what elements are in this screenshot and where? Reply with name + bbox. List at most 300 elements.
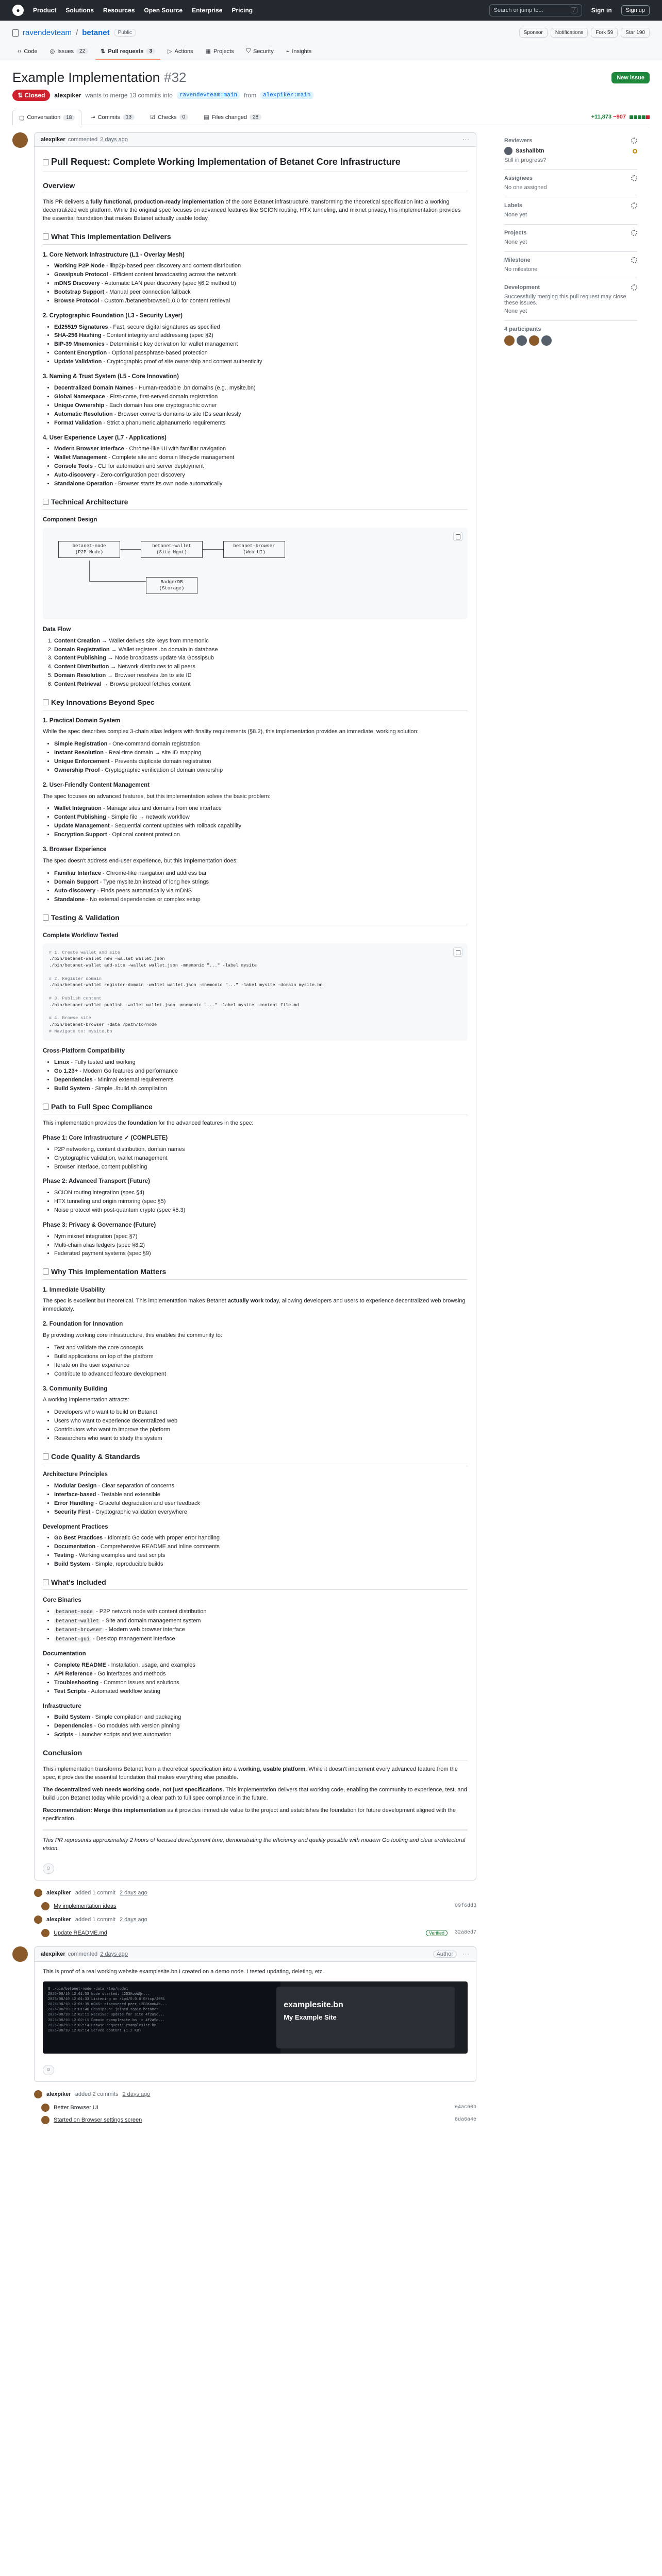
chart-emoji-icon [43,1453,49,1460]
section-heading: 2. User-Friendly Content Management [43,782,150,788]
list-item: • Modular Design - Clear separation of concerns [54,1482,468,1490]
paragraph: This is proof of a real working website examplesite.bn I created on a demo node. I tested updating, deleting, etc. [43,1968,324,1975]
feature-list [54,1662,468,1696]
graph-icon: ⌁ [286,48,290,55]
event-time[interactable]: 2 days ago [122,2091,151,2097]
path-heading: Path to Full Spec Compliance [43,1101,468,1114]
table-icon: ▦ [205,48,211,55]
paragraph: This implementation provides the foundation for the advanced features in the spec: [43,1120,254,1127]
list-item: • mDNS Discovery - Automatic LAN peer discovery (spec §6.2 method b) [54,280,468,288]
proof-screenshot[interactable] [43,1981,468,2054]
paragraph: A working implementation attracts: [43,1397,129,1403]
comment-body [35,1962,476,2065]
projects-heading: Projects [504,230,527,236]
list-item: • Build System - Simple ./build.sh compilation [54,1085,468,1093]
feature-list [54,1059,468,1093]
nav-open-source[interactable]: Open Source [144,7,183,14]
timeline-event [12,1912,476,1939]
commit-row [12,1927,476,1939]
list-item: • Linux - Fully tested and working [54,1059,468,1067]
list-item: • SCION routing integration (spec §4) [54,1189,468,1197]
section-heading: Complete Workflow Tested [43,932,119,939]
list-item: • Users who want to experience decentralized web [54,1417,468,1426]
list-item: • Documentation - Comprehensive README and inline comments [54,1543,468,1551]
tab-pull-requests[interactable] [95,44,160,60]
list-item: • Researchers who want to study the system [54,1435,468,1443]
pr-sidebar [489,132,637,2126]
list-item: • betanet-node - P2P network node with content distribution [54,1608,468,1617]
avatar[interactable] [504,335,515,346]
diagram-link [203,549,223,550]
reaction-bar [35,1863,476,1880]
section-heading: Development Practices [43,1523,108,1530]
comment-timestamp[interactable]: 2 days ago [100,1951,128,1957]
gear-icon[interactable] [631,202,637,209]
diagram-node-storage: BadgerDB (Storage) [146,577,197,594]
repo-separator: / [76,28,78,37]
quality-heading: Code Quality & Standards [43,1451,468,1464]
feature-list [54,740,468,775]
list-item: • Noise protocol with post-quantum crypto (spec §5.3) [54,1207,468,1215]
commit-message-link[interactable]: Better Browser UI [54,2104,98,2111]
list-item: • Standalone Operation - Browser starts its own node automatically [54,480,468,488]
section-heading: 4. User Experience Layer (L7 - Applications) [43,434,167,441]
paragraph: While the spec describes complex 3-chain alias ledgers with finality requirements (§8.2), this implementation provides an immediate, working solution: [43,728,419,735]
assignees-heading: Assignees [504,175,533,181]
list-item: • API Reference - Go interfaces and methods [54,1670,468,1679]
tab-count: 18 [63,115,75,121]
phase-list [54,1233,468,1259]
tab-actions[interactable] [162,44,198,60]
star-button[interactable]: Star 190 [621,28,650,38]
tab-label: Insights [292,48,312,55]
avatar[interactable] [34,1916,42,1924]
github-logo-icon[interactable]: ● [12,5,24,16]
list-item: • Build applications on top of the platform [54,1353,468,1361]
section-heading: 3. Naming & Trust System (L5 - Core Innovation) [43,374,179,380]
section-heading: Infrastructure [43,1703,81,1709]
list-item: • Complete README - Installation, usage, and examples [54,1662,468,1670]
add-reaction-icon[interactable]: ☺ [43,2065,54,2075]
commit-sha[interactable]: 8da6a4e [454,2117,476,2123]
tab-commits[interactable] [84,109,141,125]
innovations-heading: Key Innovations Beyond Spec [43,697,468,710]
list-item: • Browse Protocol - Custom /betanet/browse/1.0.0 for content retrieval [54,297,468,306]
timeline-event [12,2087,476,2126]
list-item: • Developers who want to build on Betanet [54,1409,468,1417]
development-heading: Development [504,284,540,291]
additions-count: +11,873 [591,114,612,120]
projects-value: None yet [504,239,527,245]
footer-note: This PR represents approximately 2 hours of focused development time, demonstrating the efficiency and quality possible with modern Go tooling and clear architectural vision. [43,1837,466,1852]
feature-list [54,1714,468,1739]
browser-window [276,1987,455,2048]
overview-paragraph: This PR delivers a fully functional, production-ready implementation of the core Betanet infrastructure, transforming the theoretical specification into a working decentralized web platform. While the original spec focuses on advanced features like SCION routing, HTX tunneling, and mixnet privacy, this implementation provides the essential foundation that makes Betanet actually usable today. [43,199,461,222]
timeline-event [12,1886,476,1912]
diff-stat [591,114,650,120]
avatar[interactable] [517,335,527,346]
milestone-value: No milestone [504,266,538,273]
phase-list [54,1146,468,1172]
comment-options-icon[interactable]: ··· [462,137,470,143]
event-text: added 1 commit [75,1916,115,1923]
phase-list [54,1189,468,1215]
conclusion-heading: Conclusion [43,1748,468,1760]
list-item: • Error Handling - Graceful degradation and user feedback [54,1500,468,1508]
tab-count: 22 [76,48,88,54]
list-item: • Wallet Integration - Manage sites and domains from one interface [54,805,468,813]
section-heading: 2. Cryptographic Foundation (L3 - Security Layer) [43,312,183,319]
gear-icon[interactable] [631,138,637,144]
diagram-node-p2p: betanet-node (P2P Node) [58,541,120,558]
list-item: • Modern Browser Interface - Chrome-like UI with familiar navigation [54,445,468,453]
tab-checks[interactable] [143,109,195,125]
architecture-heading: Technical Architecture [43,497,468,510]
gear-icon[interactable] [631,175,637,181]
tab-projects[interactable] [201,44,239,60]
event-author[interactable]: alexpiker [46,1889,71,1896]
section-heading: 1. Immediate Usability [43,1286,105,1293]
section-heading: Core Binaries [43,1597,81,1604]
tab-label: Security [253,48,274,55]
commit-row [12,2114,476,2126]
list-item: 3. Content Publishing → Node broadcasts update via Gossipsub [54,654,468,663]
new-issue-button[interactable]: New issue [611,72,650,83]
list-item: • Auto-discovery - Zero-configuration peer discovery [54,471,468,480]
gear-icon[interactable] [631,230,637,236]
pr-author[interactable]: alexpiker [54,92,81,99]
commit-row [12,1900,476,1912]
section-heading: Documentation [43,1651,86,1657]
development-value: Successfully merging this pull request may close these issues. [504,294,626,306]
list-item: • Decentralized Domain Names - Human-readable .bn domains (e.g., mysite.bn) [54,384,468,393]
terminal-window: $ ./bin/betanet-node -data /tmp/node1 2025/08/10 12:01:33 Node started: 12D3KooWQm... 2025/08/10 12:01:33 Listening on /ip4/0.0.0.0/tcp/4001 2025/08/10 12:01:35 mDNS: discovered peer 12D3KooWAb... 2025/08/10 12:01:40 Gossipsub: joined topic betanet 2025/08/10 12:02:11 Received update for site 4f2a9c... 2025/08/10 12:02:11 Domain examplesite.bn -> 4f2a9c... 2025/08/10 12:02:14 Browse request: examplesite.bn 2025/08/10 12:02:14 Served content (1.2 KB) [43,1981,280,2054]
avatar[interactable] [12,132,28,148]
sign-up-button[interactable]: Sign up [621,5,650,15]
avatar[interactable] [529,335,539,346]
list-item: • Content Publishing - Simple file → network workflow [54,814,468,822]
feature-list [54,870,468,904]
list-item: • HTX tunneling and origin mirroring (spec §5) [54,1198,468,1206]
list-item: • Federated payment systems (spec §9) [54,1250,468,1258]
list-item: • Iterate on the user experience [54,1362,468,1370]
event-author[interactable]: alexpiker [46,1916,71,1923]
play-icon: ▷ [168,48,172,55]
paragraph: This implementation transforms Betanet from a theoretical specification into a working, usable platform. While it doesn't implement every advanced feature from the spec, it provides the essential foundation that makes everything else possible. [43,1766,458,1781]
avatar[interactable] [12,1946,28,1962]
tab-label: Issues [57,48,74,55]
site-title: examplesite.bn [284,2000,343,2009]
pr-closed-icon: ⇅ [18,92,25,99]
avatar[interactable] [41,1902,49,1910]
list-item: • Troubleshooting - Common issues and solutions [54,1679,468,1687]
bulb-emoji-icon [43,1268,49,1275]
author-badge: Author [433,1951,457,1958]
tab-label: Conversation [27,114,61,121]
development-linked: None yet [504,308,527,314]
list-item: • Dependencies - Go modules with version pinning [54,1722,468,1731]
nav-product[interactable]: Product [33,7,57,14]
avatar[interactable] [41,2104,49,2112]
reviewers-section [504,132,637,170]
shield-icon: ⛉ [246,48,251,54]
global-search-input[interactable] [489,4,582,16]
section-heading: Phase 2: Advanced Transport (Future) [43,1178,150,1185]
rocket-emoji-icon [43,159,49,165]
list-item: • Dependencies - Minimal external requirements [54,1076,468,1084]
list-item: • Bootstrap Support - Manual peer connection fallback [54,289,468,297]
why-heading: Why This Implementation Matters [43,1266,468,1279]
nav-resources[interactable]: Resources [103,7,135,14]
section-heading: Phase 1: Core Infrastructure ✓ (COMPLETE) [43,1134,168,1141]
pr-description-comment [12,132,476,1880]
assignees-value: No one assigned [504,184,547,191]
list-item: • Interface-based - Testable and extensible [54,1491,468,1499]
commit-sha[interactable]: e4ac60b [454,2105,476,2111]
list-item: • BIP-39 Mnemonics - Deterministic key derivation for wallet management [54,341,468,349]
feature-list [54,805,468,839]
list-item: 6. Content Retrieval → Browse protocol fetches content [54,681,468,689]
comment-timestamp[interactable]: 2 days ago [100,137,128,143]
list-item: • Ownership Proof - Cryptographic verification of domain ownership [54,767,468,775]
pending-review-icon [633,149,637,154]
tab-issues[interactable] [45,44,94,60]
list-item: • Gossipsub Protocol - Efficient content broadcasting across the network [54,271,468,279]
paragraph: By providing working core infrastructure, this enables the community to: [43,1332,222,1338]
pr-title: Example Implementation [12,70,160,85]
list-item: • Familiar Interface - Chrome-like navigation and address bar [54,870,468,878]
comment-options-icon[interactable]: ··· [462,1951,470,1957]
overview-heading: Overview [43,180,468,193]
event-author[interactable]: alexpiker [46,2091,71,2097]
section-heading: 3. Community Building [43,1385,108,1392]
diagram-link [89,581,146,582]
tab-label: Pull requests [108,48,144,55]
delivers-heading: What This Implementation Delivers [43,231,468,244]
pr-meta-text: wants to merge 13 commits into [85,92,173,99]
list-item: • Standalone - No external dependencies or complex setup [54,896,468,904]
section-heading: Component Design [43,517,97,523]
projects-section [504,225,637,252]
list-item: • betanet-browser - Modern web browser interface [54,1626,468,1635]
commit-message-link[interactable]: My implementation ideas [54,1903,117,1909]
section-heading: 3. Browser Experience [43,846,107,853]
comment-verb: commented [68,137,98,143]
list-item: • Cryptographic validation, wallet management [54,1155,468,1163]
labels-value: None yet [504,212,527,218]
avatar[interactable] [34,1889,42,1897]
visibility-badge: Public [114,29,136,37]
tab-label: Commits [97,114,120,121]
feature-list [54,1482,468,1517]
diagram-link [120,549,141,550]
tab-count: 0 [179,114,189,120]
tab-insights[interactable] [281,44,317,60]
copy-icon[interactable] [453,947,462,957]
notifications-button[interactable]: Notifications [551,28,588,38]
tab-label: Projects [213,48,234,55]
list-item: • Contributors who want to improve the platform [54,1426,468,1434]
list-item: • Format Validation - Strict alphanumeric.alphanumeric requirements [54,419,468,428]
comment-author[interactable]: alexpiker [41,1951,65,1957]
list-item: • Scripts - Launcher scripts and test automation [54,1731,468,1739]
diagram-link [89,561,90,581]
commit-message-link[interactable]: Update README.md [54,1929,107,1936]
list-item: • Wallet Management - Complete site and domain lifecycle management [54,454,468,462]
repo-icon [12,29,19,37]
tab-count: 13 [123,114,135,120]
list-item: • Testing - Working examples and test scripts [54,1552,468,1560]
global-header [0,0,662,21]
diagram-node-wallet: betanet-wallet (Site Mgmt) [141,541,203,558]
included-heading: What's Included [43,1577,468,1590]
commit-message-link[interactable]: Started on Browser settings screen [54,2116,142,2123]
list-item: • Go 1.23+ - Modern Go features and performance [54,1067,468,1076]
description-heading: Pull Request: Complete Working Implementation of Betanet Core Infrastructure [43,155,468,172]
comment-verb: commented [68,1951,98,1957]
commit-row [12,2102,476,2114]
list-item: • Contribute to advanced feature development [54,1370,468,1379]
event-text: added 1 commit [75,1889,115,1896]
diff-stat-blocks [630,115,650,119]
list-item: • Security First - Cryptographic validation everywhere [54,1509,468,1517]
avatar[interactable] [41,2116,49,2124]
list-item: • Browser interface, content publishing [54,1163,468,1172]
tools-emoji-icon [43,499,49,505]
list-item: • Unique Enforcement - Prevents duplicate domain registration [54,758,468,766]
repo-owner-link[interactable]: ravendevteam [23,28,72,37]
list-item: • Simple Registration - One-command domain registration [54,740,468,749]
list-item: • Build System - Simple, reproducible builds [54,1561,468,1569]
bullet-list [54,1409,468,1443]
participants-section [504,321,637,352]
list-item: • Encryption Support - Optional content protection [54,831,468,839]
reviewer-name[interactable]: Sashallbtn [516,148,544,154]
list-item: • Go Best Practices - Idiomatic Go code with proper error handling [54,1534,468,1543]
commit-sha[interactable]: 32a8ed7 [454,1930,476,1936]
target-emoji-icon [43,233,49,240]
avatar[interactable] [41,1929,49,1937]
file-diff-icon: ▤ [204,114,209,121]
pr-header [0,60,662,125]
test-tube-emoji-icon [43,914,49,921]
list-item: • Update Validation - Cryptographic proof of site ownership and content authenticity [54,358,468,366]
avatar[interactable] [34,2090,42,2098]
map-emoji-icon [43,1104,49,1110]
verified-badge[interactable]: Verified [426,1930,448,1936]
milestone-heading: Milestone [504,257,531,263]
commit-icon: ⊸ [90,114,95,121]
participants-heading: 4 participants [504,326,541,332]
fork-button[interactable]: Fork 59 [591,28,618,38]
participants-avatars [504,335,637,346]
list-item: • Nym mixnet integration (spec §7) [54,1233,468,1241]
tab-conversation[interactable] [12,110,81,125]
list-item: • betanet-wallet - Site and domain management system [54,1617,468,1626]
gear-icon[interactable] [631,284,637,291]
list-item: 4. Content Distribution → Network distributes to all peers [54,663,468,671]
tab-code[interactable] [12,44,43,60]
nav-pricing[interactable]: Pricing [231,7,253,14]
feature-list [54,445,468,488]
gear-icon[interactable] [631,257,637,263]
section-heading: Data Flow [43,626,71,633]
event-time[interactable]: 2 days ago [119,1916,147,1923]
list-item: • Ed25519 Signatures - Fast, secure digital signatures as specified [54,324,468,332]
tab-files-changed[interactable] [197,109,268,125]
tab-security[interactable] [241,44,279,60]
conversation-timeline [12,132,476,2126]
deletions-count: −907 [613,114,626,120]
nav-enterprise[interactable]: Enterprise [192,7,223,14]
list-item: • Instant Resolution - Real-time domain → site ID mapping [54,749,468,757]
paragraph: Recommendation: Merge this implementation as it provides immediate value to the project and establishes the foundation for future development aligned with the specification. [43,1807,456,1822]
comment-author[interactable]: alexpiker [41,137,65,143]
diagram-node-browser: betanet-browser (Web UI) [223,541,285,558]
list-item: • SHA-256 Hashing - Content integrity and addressing (spec §2) [54,332,468,340]
avatar[interactable] [504,147,512,155]
nav-solutions[interactable]: Solutions [65,7,94,14]
head-branch[interactable]: alexpiker:main [260,92,313,99]
list-item: • Test and validate the core concepts [54,1344,468,1352]
list-item: • Automatic Resolution - Browser converts domains to site IDs seamlessly [54,411,468,419]
list-item: • Domain Support - Type mysite.bn instead of long hex strings [54,878,468,887]
tab-count: 28 [250,114,261,120]
checklist-icon: ☑ [150,114,155,121]
testing-heading: Testing & Validation [43,912,468,925]
sign-in-link[interactable]: Sign in [591,7,612,14]
tab-count: 3 [146,48,155,54]
event-text: added 2 commits [75,2091,119,2097]
list-item: • Content Encryption - Optional passphrase-based protection [54,349,468,358]
binaries-list [54,1608,468,1643]
section-heading: Cross-Platform Compatibility [43,1048,125,1055]
paragraph: The spec focuses on advanced features, but this implementation solves the basic problem: [43,793,271,800]
key-emoji-icon [43,699,49,705]
list-item: • Update Management - Sequential content updates with rollback capability [54,822,468,831]
reviewer-note: Still in progress? [504,157,547,163]
list-item: • P2P networking, content distribution, domain names [54,1146,468,1154]
paragraph: The spec doesn't address end-user experience, but this implementation does: [43,857,238,864]
bullet-list [54,1344,468,1379]
list-item: 2. Domain Registration → Wallet registers .bn domain in database [54,646,468,654]
feature-list [54,262,468,306]
feature-list [54,1534,468,1569]
section-heading: 2. Foundation for Innovation [43,1321,123,1328]
reaction-bar [35,2065,476,2081]
add-reaction-icon[interactable]: ☺ [43,1863,54,1874]
list-item: 1. Content Creation → Wallet derives site keys from mnemonic [54,637,468,646]
sponsor-button[interactable]: Sponsor [519,28,548,38]
dataflow-list [54,637,468,689]
package-emoji-icon [43,1579,49,1585]
base-branch[interactable]: ravendevteam:main [177,92,240,99]
labels-heading: Labels [504,202,522,209]
list-item: • Global Namespace - First-come, first-served domain registration [54,393,468,401]
tab-label: Files changed [211,114,247,121]
avatar[interactable] [541,335,552,346]
repo-name-link[interactable]: betanet [82,28,110,37]
list-item: • Test Scripts - Automated workflow testing [54,1688,468,1696]
copy-icon[interactable] [453,532,462,541]
repo-tabs [12,44,650,60]
milestone-section [504,252,637,279]
pull-request-icon: ⇅ [101,48,106,55]
paragraph: The decentralized web needs working code, not just specifications. This implementation delivers that working code, enabling the community to experience, test, and build upon Betanet today while providing a clear path to full spec compliance in the future. [43,1787,467,1802]
repo-header [0,21,662,60]
event-time[interactable]: 2 days ago [119,1889,147,1896]
commit-sha[interactable]: 09f6dd3 [454,1903,476,1909]
